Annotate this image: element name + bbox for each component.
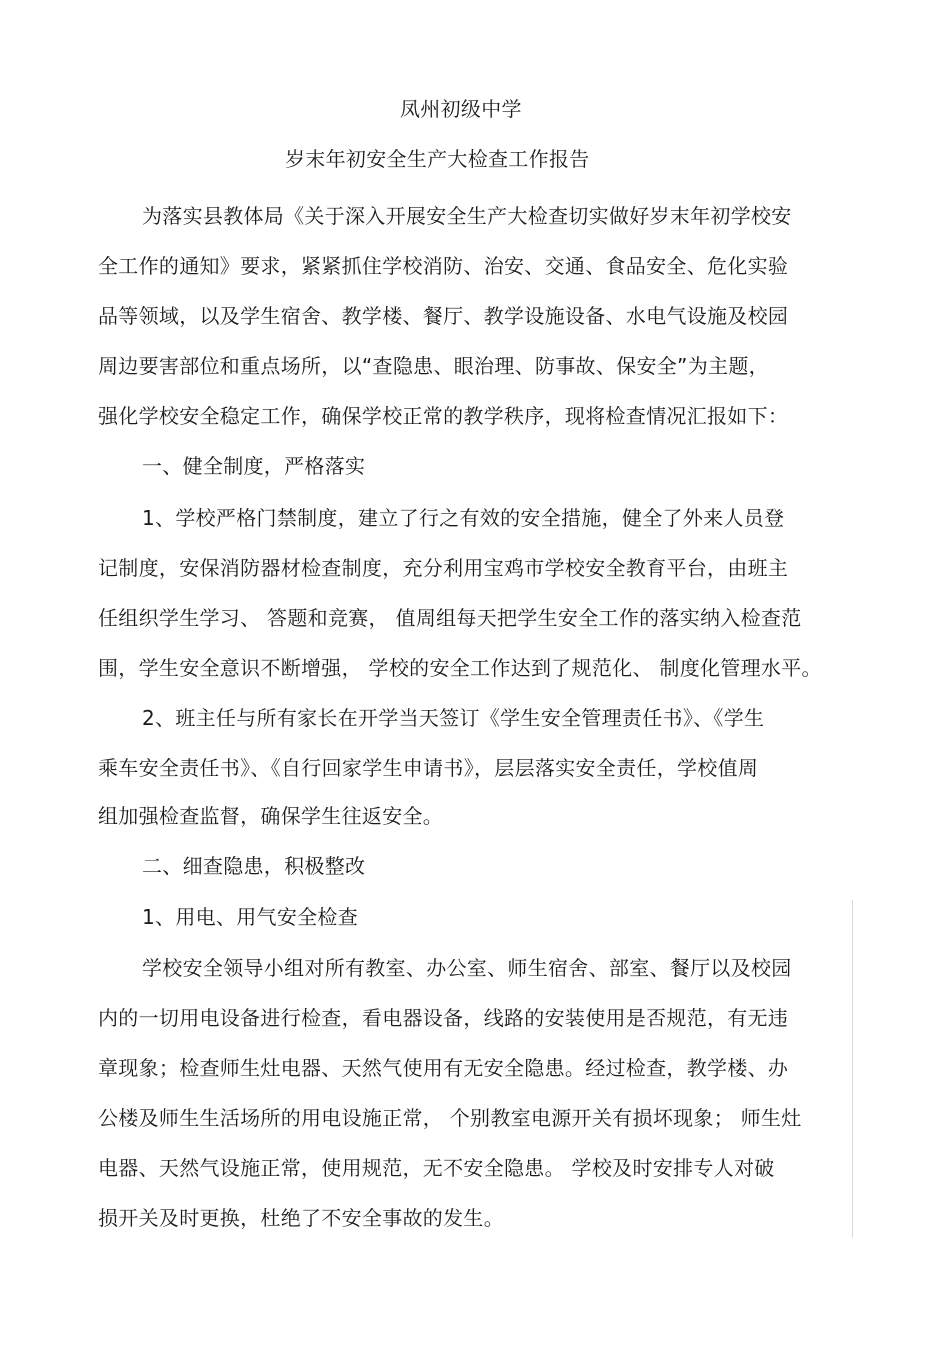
subsection-heading: 1、用电、用气安全检查	[142, 905, 359, 929]
paragraph-line: 电器、天然气设施正常，使用规范，无不安全隐患。 学校及时安排专人对破	[98, 1156, 775, 1180]
paragraph-line: 2、班主任与所有家长在开学当天签订《学生安全管理责任书》、《学生	[142, 706, 765, 730]
section-heading: 二、细查隐患，积极整改	[142, 854, 366, 878]
paragraph-line: 乘车安全责任书》、《自行回家学生申请书》，层层落实安全责任，学校值周	[98, 756, 759, 780]
paragraph-line: 品等领域，以及学生宿舍、教学楼、餐厅、教学设施设备、水电气设施及校园	[98, 304, 789, 328]
paragraph-line: 为落实县教体局《关于深入开展安全生产大检查切实做好岁末年初学校安	[142, 204, 792, 228]
paragraph-line: 1、学校严格门禁制度，建立了行之有效的安全措施，健全了外来人员登	[142, 506, 785, 530]
paragraph-line: 强化学校安全稳定工作，确保学校正常的教学秩序，现将检查情况汇报如下：	[98, 404, 789, 428]
paragraph-line: 全工作的通知》要求，紧紧抓住学校消防、治安、交通、食品安全、危化实验	[98, 254, 789, 278]
paragraph-line: 损开关及时更换，杜绝了不安全事故的发生。	[98, 1206, 504, 1230]
document-title: 凤州初级中学	[400, 97, 522, 121]
paragraph-line: 记制度，安保消防器材检查制度，充分利用宝鸡市学校安全教育平台，由班主	[98, 556, 789, 580]
section-heading: 一、健全制度，严格落实	[142, 454, 366, 478]
document-subtitle: 岁末年初安全生产大检查工作报告	[285, 147, 590, 171]
paragraph-line: 周边要害部位和重点场所，以“查隐患、眼治理、防事故、保安全”为主题，	[98, 354, 769, 378]
paragraph-line: 任组织学生学习、 答题和竞赛， 值周组每天把学生安全工作的落实纳入检查范	[98, 606, 802, 630]
paragraph-line: 公楼及师生生活场所的用电设施正常， 个别教室电源开关有损坏现象； 师生灶	[98, 1106, 802, 1130]
paragraph-line: 组加强检查监督，确保学生往返安全。	[98, 804, 444, 828]
paragraph-line: 围，学生安全意识不断增强， 学校的安全工作达到了规范化、 制度化管理水平。	[98, 656, 822, 680]
paragraph-line: 内的一切用电设备进行检查，看电器设备，线路的安装使用是否规范，有无违	[98, 1006, 789, 1030]
paragraph-line: 学校安全领导小组对所有教室、办公室、师生宿舍、部室、餐厅以及校园	[142, 956, 792, 980]
margin-rule	[852, 900, 853, 1238]
paragraph-line: 章现象；检查师生灶电器、天然气使用有无安全隐患。经过检查，教学楼、办	[98, 1056, 789, 1080]
